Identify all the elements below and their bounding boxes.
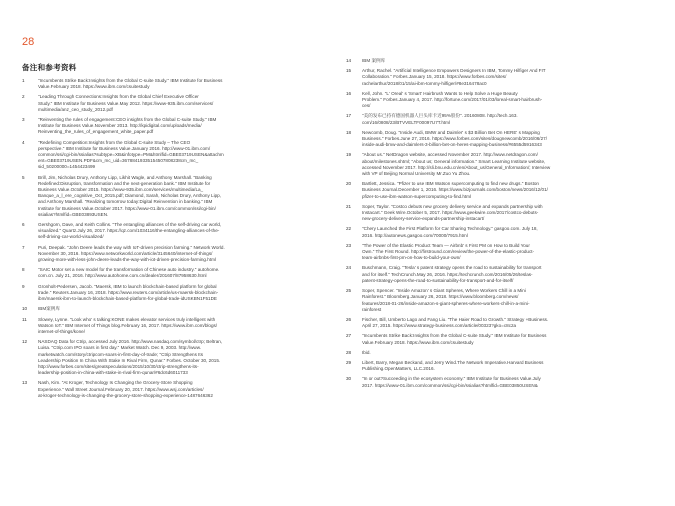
- reference-number: 30: [346, 376, 352, 382]
- reference-text: Nash, Kim. "At Kroger, Technology Is Changing the Grocery-Store Shopping Experience." Wall Street Journal.February 20, 2017. https://www.wsj.com/articles/ at-kroger-technology-is-changing-the-grocery-store-shopping-experience-1487646362: [38, 380, 213, 398]
- reference-number: 25: [346, 288, 352, 294]
- reference-item: [346, 360, 656, 372]
- reference-item: [22, 175, 334, 218]
- reference-text: IBM 案例库: [362, 58, 386, 63]
- reference-number: 16: [346, 90, 352, 96]
- reference-item: [346, 243, 656, 262]
- reference-item: [22, 380, 334, 399]
- reference-number: 13: [22, 380, 28, 386]
- reference-item: [346, 91, 656, 110]
- reference-item: [346, 350, 656, 356]
- reference-text: IBM案例库: [38, 306, 60, 312]
- reference-item: [346, 288, 656, 313]
- reference-item: [346, 113, 656, 125]
- reference-item: [346, 152, 656, 177]
- page-number: 28: [22, 36, 35, 48]
- reference-item: [22, 267, 334, 279]
- reference-text: "Incumbents Strike Back:Insights from the Global C-suite Study." IBM Institute for Business Value.February 2018. https://www.ibm.com/csuitestudy: [38, 78, 223, 90]
- reference-number: 27: [346, 333, 352, 339]
- reference-number: 24: [346, 265, 352, 271]
- reference-number: 18: [346, 129, 352, 135]
- reference-item: [346, 226, 656, 238]
- reference-text: "Leading Through Connections:Insights from the Global Chief Executive Officer Study." IBM Institute for Business Value.May 2012. https://www-935.ibm.com/services/ multimedia/anz_ceo_study_2012.pdf: [38, 94, 214, 112]
- reference-text: Libert, Barry, Megan Beckand, and Jerry Wind.The Network Imperative.Harvard Business Publishing.OpenMatters, LLC.2016.: [362, 359, 544, 372]
- reference-text: Buschmann, Craig. "Tesla' s patent strategy opens the road to sustainability for transport and for itself." TechCrunch.May 26, 2016. https://techcrunch.com/2016/05/26/teslas- patent-strategy-opens-the-road-to-sustainability-for-transport-and-for-itself/: [362, 265, 542, 283]
- reference-number: 23: [346, 242, 352, 248]
- reference-text: "Reinventing the rules of engagement:CEO insights from the Global C-suite Study." IBM Institute for Business Value.November 2013. http://kpidigital.com/uploads/media/ Reinventing_the_rules_of_engagement_white_paper.pdf: [38, 117, 217, 135]
- reference-number: 26: [346, 316, 352, 322]
- reference-number: 3: [22, 117, 25, 123]
- reference-item: [22, 140, 334, 171]
- reference-item: [346, 130, 656, 149]
- references-left-column: [22, 78, 334, 403]
- reference-number: 19: [346, 152, 352, 158]
- reference-item: [346, 204, 656, 223]
- reference-item: [346, 376, 656, 388]
- reference-number: 21: [346, 203, 352, 209]
- reference-text: Bartlett, Jessica. "Pfizer to use IBM Watson supercomputing to find new drugs." Boston Business Journal.December 1, 2016. https://www.bizjournals.com/boston/news/2016/12/01/ pfizer-to-use-ibm-watson-supercomputing-to-find.html: [362, 181, 548, 199]
- reference-text: Soper, Taylor. "Costco debuts new grocery delivery service and expands partnership with Instacart." Geek Wire.October 5, 2017. https://www.geekwire.com/2017/costco-debuts- new-grocery-delivery-service-expands-partnership-instacart/: [362, 203, 543, 222]
- reference-text: "SAIC Motor set a new model for the transformation of Chinese auto industry." autohome. com.cn. July 21, 2016. http://www.autohome.com.cn/dealer/201607/87958630.html: [38, 267, 220, 279]
- reference-number: 8: [22, 267, 25, 273]
- reference-number: 2: [22, 94, 25, 100]
- reference-item: [346, 333, 656, 345]
- reference-text: Ibid.: [362, 349, 371, 355]
- reference-text: Fischer, Bill, Umberto Lago and Fang Liu. "The Haier Road to Growth." Strategy +Business. April 27, 2015. https://www.strategy-business.com/article/00323?gko=c8c2a: [362, 316, 549, 329]
- reference-item: [22, 339, 334, 376]
- reference-number: 7: [22, 244, 25, 250]
- reference-item: [22, 284, 334, 303]
- reference-number: 14: [346, 58, 352, 63]
- reference-item: [346, 68, 656, 87]
- reference-number: 22: [346, 226, 352, 232]
- reference-item: [22, 222, 334, 241]
- reference-number: 11: [22, 316, 27, 322]
- reference-item: [22, 78, 334, 90]
- reference-number: 10: [22, 306, 28, 312]
- reference-number: 29: [346, 359, 352, 365]
- reference-number: 5: [22, 174, 25, 180]
- reference-text: Soper, Spencer. "Inside Amazon' s Giant Spheres, Where Workers Chill in a Mini Rainforest." Bloomberg.January 26, 2018. https://www.bloomberg.com/news/ features/2018-01-26/inside-amazon-s-giant-spheres-where-workers-chill-in-a-mini- rainforest: [362, 288, 530, 312]
- section-title: 备注和参考资料: [22, 63, 77, 72]
- reference-item: [22, 94, 334, 113]
- reference-item: [22, 117, 334, 136]
- reference-number: 1: [22, 78, 25, 83]
- reference-number: 17: [346, 113, 352, 119]
- reference-text: Brill, Jim, Nicholas Drury, Anthony Lipp, Likhit Wagle, and Anthony Marshall. "Banking Redefined:Disruption, transformation and the next-generation bank." IBM Institute for Business Value.October 2015. https://www-935.ibm.com/services/multimedia/La_ Banque_a_l_ere_cognitive_Oct_2015.pdf; Diamond, Sarah, Nicholas Drury, Anthony Lipp, and Anthony Marshall. "Realizing tomorrow today:Digital Reinvention in banking." IBM Institute for Business Value.October 2017. https://www-01.ibm.com/common/ssi/cgi-bin/ ssialias?htmlfid=GBE03893USEN.: [38, 174, 222, 217]
- reference-text: Newcomb, Doug. "Inside Audi, BMW and Daimler' s $3 Billion Bet On HERE' s Mapping Business." Forbes.June 27, 2016. https://www.forbes.com/sites/dougnewcomb/2016/06/27/ inside-audi-bmw-and-daimlers-3-billion-bet-on-heres-mapping-business/#6555d5916343: [362, 129, 547, 148]
- reference-text: Gronholt-Pedersen, Jacob. "Maersk, IBM to launch blockchain-based platform for global trade." Reuters.January 16, 2018. https://www.reuters.com/article/us-maersk-blockchain- ibm/maersk-ibm-to-launch-blockchain-based-platform-for-global-trade-idUSKBN1F51DE: [38, 283, 219, 302]
- reference-item: [346, 265, 656, 284]
- reference-number: 4: [22, 139, 25, 145]
- reference-item: [346, 58, 656, 64]
- reference-text: Arthur, Rachel. "Artificial Intelligence Empowers Designers In IBM, Tommy Hilfiger And FIT Collaboration." Forbes.January 15, 2018. https://www.forbes.com/sites/ rachelarthur/2018/01/15/ai-ibm-tommy-hilfiger/#8e316478ac0: [362, 68, 546, 86]
- reference-text: Gershgorn, Dave, and Keith Collins. "The entangling alliances of the self-driving car world, visualized." Quartz.July 26, 2017. https://qz.com/1034116/the-entangling-alliances-of-the- self-driving-car-world-visualized/: [38, 222, 222, 240]
- reference-text: "Redefining Competition:Insights from the Global C-suite Study – The CEO perspective." IBM Institute for Business Value.January 2016. http://www-01.ibm.com/ common/ssi/cgi-bin/ssialias?subtype=XB&infotype=PM&htmlfid=GBE03719USEN&attachm ent=GBE03719USEN.PDF&cm_mc_uid=36788419335154507808238cm_mc_ sid_50200000=1454423499: [38, 139, 224, 170]
- reference-item: [22, 306, 334, 312]
- references-right-column: [346, 58, 656, 393]
- reference-text: "In or out?Succeeding in the ecosystem economy." IBM Institute for Business Value.July 2017. https://www-01.ibm.com/common/ssi/cgi-bin/ssialias?htmlfid=GBE03850USEN&: [362, 376, 541, 388]
- reference-text: "美的发布已持有德国机器人巨头库卡近95%股份". 20160808. http://tech.163. com/16/0808/23/BTVVELTF00097U7T.html: [362, 113, 518, 125]
- reference-item: [346, 317, 656, 329]
- reference-number: 15: [346, 68, 352, 74]
- reference-text: "Incumbents Strike Back:Insights from the Global C-suite Study." IBM Institute for Business Value.February 2018. https://www.ibm.com/csuitestudy: [362, 333, 547, 345]
- reference-item: [22, 245, 334, 264]
- reference-number: 28: [346, 349, 352, 355]
- reference-number: 20: [346, 181, 352, 187]
- reference-text: "Chery Launched the First Platform for Car Sharing Technology." gasgoo.com. July 18, 2016. http://autonews.gasgoo.com/70000/7915.html: [362, 226, 538, 238]
- reference-text: Puri, Deepak. "John Deere leads the way with IoT-driven precision farming." Network World. November 30, 2016. https://www.networkworld.com/article/3145640/internet-of-things/ growing-more-with-less-john-deere-leads-the-way-with-iot-driven-precision-farming.html: [38, 244, 225, 263]
- reference-text: NASDAQ Data for Ctrip, accessed July 2016. http://www.nasdaq.com/symbol/ctrp; Beltran, Luisa. "Ctrip.com IPO soars in first day." Market Watch. Dec 9, 2003. http://www. marketwatch.com/story/ctripcom-soars-in-first-day-of-trade; "Ctrip Strengthens Its Leadership Position In China With Stake In Rival Firm, Qunar." Forbes. October 30, 2015. http://www.forbes.com/sites/greatspeculations/2015/10/30/ctrip-strengthens-its- leadership-position-in-china-with-stake-in-rival-firm-qunar/#6dc6d6011733: [38, 339, 223, 376]
- reference-number: 6: [22, 222, 25, 228]
- reference-text: Kell, John. "L' Oreal' s 'Smart' Hairbrush Wants to Help Solve a Huge Beauty Problem." Forbes.January 4, 2017. http://fortune.com/2017/01/03/loreal-smart-hairbrush- ces/: [362, 90, 543, 109]
- reference-text: "The Power of the Elastic Product Team — Airbnb' s First PM on How to Build Your Own." The First Round. http://firstround.com/review/the-power-of-the-elastic-product- team-airbnbs-first-pm-on-how-to-build-your-own/: [362, 242, 535, 261]
- reference-text: Slowey, Lynne. "Look who' s talking:KONE makes elevator services truly intelligent with Watson IoT." IBM Internet of Things blog.February 16, 2017. https://www.ibm.com/blogs/ internet-of-things/kone/: [38, 316, 218, 334]
- reference-item: [22, 317, 334, 336]
- reference-number: 12: [22, 339, 28, 345]
- reference-text: "About us." NetDragon website, accessed November 2017. http://www.netdragon.com/ about/milestones.shtml; "About us; General information." Smart Learning Institute website, accessed November 2017. http://sli.bnu.edu.cn/en/About_us/General_Information/; Interview with VP of Beijing Normal University Mr.Zuo Yu Zhou.: [362, 152, 551, 177]
- reference-item: [346, 181, 656, 200]
- reference-number: 9: [22, 283, 25, 289]
